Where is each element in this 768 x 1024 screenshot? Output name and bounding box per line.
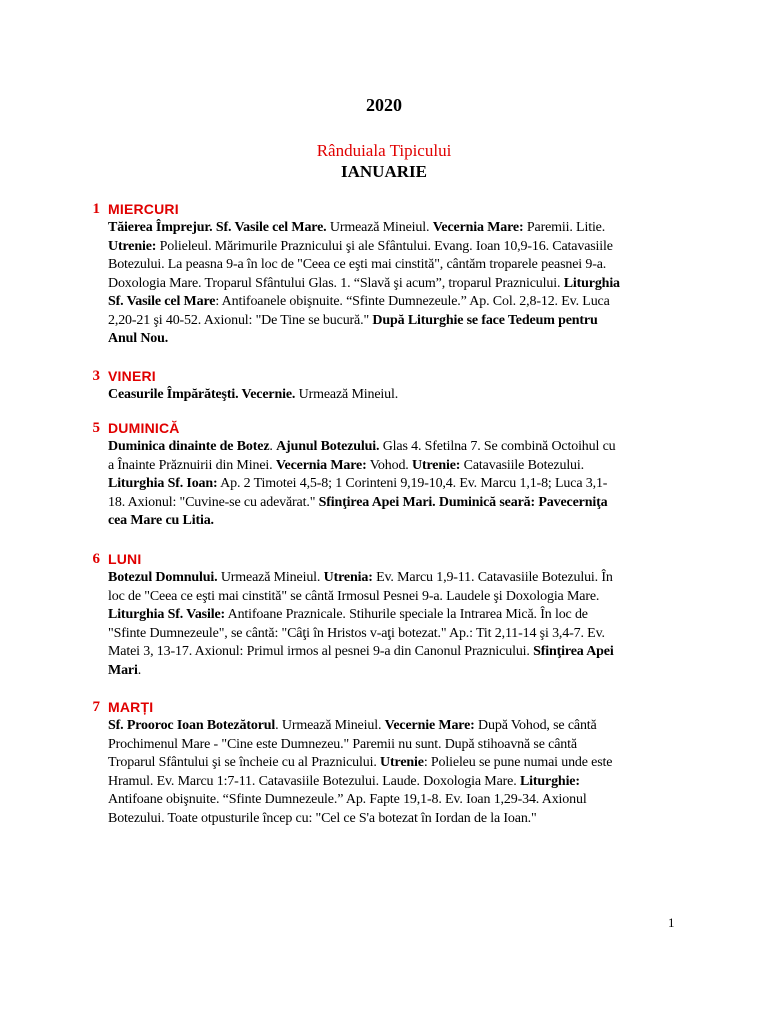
text-run: Urmează Mineiul. [326, 220, 433, 235]
text-line [108, 662, 674, 681]
text-line [108, 475, 674, 494]
day-heading [0, 549, 768, 569]
bold-text-run: Vecernia Mare: [432, 220, 524, 235]
text-run: : Polieleu se pune numai unde este [423, 755, 613, 770]
text-line [108, 457, 674, 476]
text-line [108, 330, 674, 349]
text-run: După Vohod, se cântă [474, 718, 597, 733]
text-line [108, 773, 674, 792]
page-number: 1 [668, 915, 675, 930]
text-run: Glas 4. Sfetilna 7. Se combină Octoihul cu [379, 439, 616, 454]
bold-text-run: Tăierea Împrejur. Sf. Vasile cel Mare. [108, 220, 327, 235]
text-run: . [137, 662, 142, 678]
text-line [108, 438, 674, 457]
text-line [108, 736, 674, 755]
bold-text-run: Utrenie [380, 755, 424, 770]
bold-text-run: Liturghia Sf. Ioan: [108, 476, 218, 491]
text-run: . [269, 439, 277, 454]
text-run: Urmează Mineiul. [295, 387, 399, 402]
bold-text-run: Duminica dinainte de Botez [108, 439, 270, 454]
text-line [108, 606, 674, 625]
text-line [108, 219, 674, 238]
text-run: Polieleul. Mărimurile Praznicului şi ale Sfântului. Evang. Ioan 10,9-16. Catavasiile [156, 238, 613, 254]
bold-text-run: Utrenie: [412, 457, 461, 473]
day-name: VINERI [108, 368, 156, 384]
bold-text-run: Utrenie: [108, 238, 157, 254]
text-run: Troparul Sfântului şi se încheie cu al Praznicului. [108, 755, 381, 770]
day-entry [0, 418, 768, 531]
day-name: MARȚI [108, 699, 154, 715]
day-entry [0, 549, 768, 680]
bold-text-run: Utrenia: [323, 570, 373, 585]
day-number: 6 [92, 551, 100, 567]
text-line [108, 569, 674, 588]
day-number: 3 [92, 368, 100, 384]
month-title: IANUARIE [341, 162, 427, 181]
day-number: 5 [92, 420, 100, 436]
day-heading [0, 199, 768, 219]
text-run: : Antifoanele obişnuite. “Sfinte Dumnezeule.” Ap. Col. 2,8-12. Ev. Luca [215, 294, 610, 309]
day-number: 1 [92, 201, 100, 217]
bold-text-run: Ajunul Botezului. [276, 439, 380, 454]
bold-text-run: Sfinţirea Apei [533, 644, 614, 659]
text-run: "Sfinte Dumnezeule", se cântă: "Câţi în Hristos v-aţi botezat." Ap.: Tit 2,11-14 şi 3,4-7. Ev. [108, 625, 605, 641]
bold-text-run: Sfinţirea Apei Mari. Duminică seară: Pavecerniţa [318, 494, 608, 510]
text-run: Urmează Mineiul. [217, 570, 324, 585]
bold-text-run: După Liturghie se face Tedeum pentru [372, 312, 598, 328]
day-heading [0, 366, 768, 386]
day-heading [0, 418, 768, 438]
text-line [108, 717, 674, 736]
bold-text-run: Vecernia Mare: [275, 457, 367, 473]
bold-text-run: Vecernie Mare: [384, 718, 475, 733]
text-line [108, 588, 674, 607]
text-run: Botezului. Toate otpusturile încep cu: "Cel ce S'a botezat în Iordan de la Ioan." [108, 810, 537, 826]
text-run: Botezului. La peasna 9-a în loc de "Ceea ce eşti mai cinstită", cântăm troparele peasnei 9-a. [108, 257, 607, 272]
text-line [108, 312, 674, 331]
day-description [108, 438, 674, 531]
text-line [108, 256, 674, 275]
document-subtitle: Rânduiala Tipicului [316, 141, 452, 160]
text-line [108, 238, 674, 257]
text-line [108, 275, 674, 294]
day-number: 7 [92, 699, 100, 715]
bold-text-run: Botezul Domnului. [108, 570, 218, 585]
bold-text-run: Anul Nou. [108, 331, 169, 346]
bold-text-run: Liturghie: [519, 773, 580, 789]
bold-text-run: Sf. Prooroc Ioan Botezătorul [108, 718, 276, 733]
text-run: Catavasiile Botezului. [460, 457, 584, 473]
bold-text-run: Ceasurile Împărăteşti. Vecernie. [108, 387, 296, 402]
text-run: 18. Axionul: "Cuvine-se cu adevărat." [108, 494, 319, 510]
day-description [108, 717, 674, 828]
day-entry [0, 697, 768, 828]
text-run: Ev. Marcu 1,9-11. Catavasiile Botezului. În [372, 570, 613, 585]
day-heading [0, 697, 768, 717]
text-line [108, 791, 674, 810]
text-run: 2,20-21 şi 40-52. Axionul: "De Tine se bucură." [108, 312, 373, 328]
bold-text-run: Liturghia Sf. Vasile: [108, 607, 226, 622]
bold-text-run: Sf. Vasile cel Mare [108, 294, 216, 309]
text-run: Ap. 2 Timotei 4,5-8; 1 Corinteni 9,19-10,4. Ev. Marcu 1,1-8; Luca 3,1- [217, 476, 608, 491]
bold-text-run: Liturghia [563, 275, 620, 291]
text-line [108, 512, 674, 531]
text-run: Antifoane obişnuite. “Sfinte Dumnezeule.” Ap. Fapte 19,1-8. Ev. Ioan 1,29-34. Axionul [108, 792, 587, 807]
text-line [108, 754, 674, 773]
text-run: Antifoane Praznicale. Stihurile speciale la Intrarea Mică. În loc de [225, 607, 588, 622]
text-run: loc de "Ceea ce eşti mai cinstită" se cântă Irmosul Pesnei 9-a. Laudele şi Doxologia Mare. [108, 588, 600, 604]
bold-text-run: Mari [108, 662, 138, 678]
text-line [108, 494, 674, 513]
text-run: Vohod. [366, 457, 412, 473]
text-line [108, 293, 674, 312]
text-run: a Înainte Prăznuirii din Minei. [108, 457, 276, 473]
text-line [108, 625, 674, 644]
text-line [108, 386, 674, 405]
bold-text-run: cea Mare cu Litia. [108, 513, 214, 528]
text-line [108, 643, 674, 662]
day-name: MIERCURI [108, 201, 179, 217]
text-run: . Urmează Mineiul. [275, 718, 385, 733]
text-run: Hramul. Ev. Marcu 1:7-11. Catavasiile Botezului. Laude. Doxologia Mare. [108, 773, 520, 789]
text-run: Doxologia Mare. Troparul Sfântului Glas. 1. “Slavă şi acum”, troparul Praznicului. [108, 275, 564, 291]
day-description [108, 219, 674, 349]
text-run: Paremii. Litie. [523, 220, 606, 235]
text-line [108, 810, 674, 829]
document-year: 2020 [366, 95, 402, 115]
day-entry [0, 199, 768, 349]
day-description [108, 386, 674, 405]
day-name: DUMINICĂ [108, 420, 180, 436]
text-run: Matei 3, 13-17. Axionul: Primul irmos al pesnei 9-a din Canonul Praznicului. [108, 644, 534, 659]
text-run: Prochimenul Mare - "Cine este Dumnezeu." Paremii nu sunt. După stihoavnă se cântă [108, 736, 577, 752]
day-name: LUNI [108, 551, 142, 567]
day-description [108, 569, 674, 680]
day-entry [0, 366, 768, 405]
